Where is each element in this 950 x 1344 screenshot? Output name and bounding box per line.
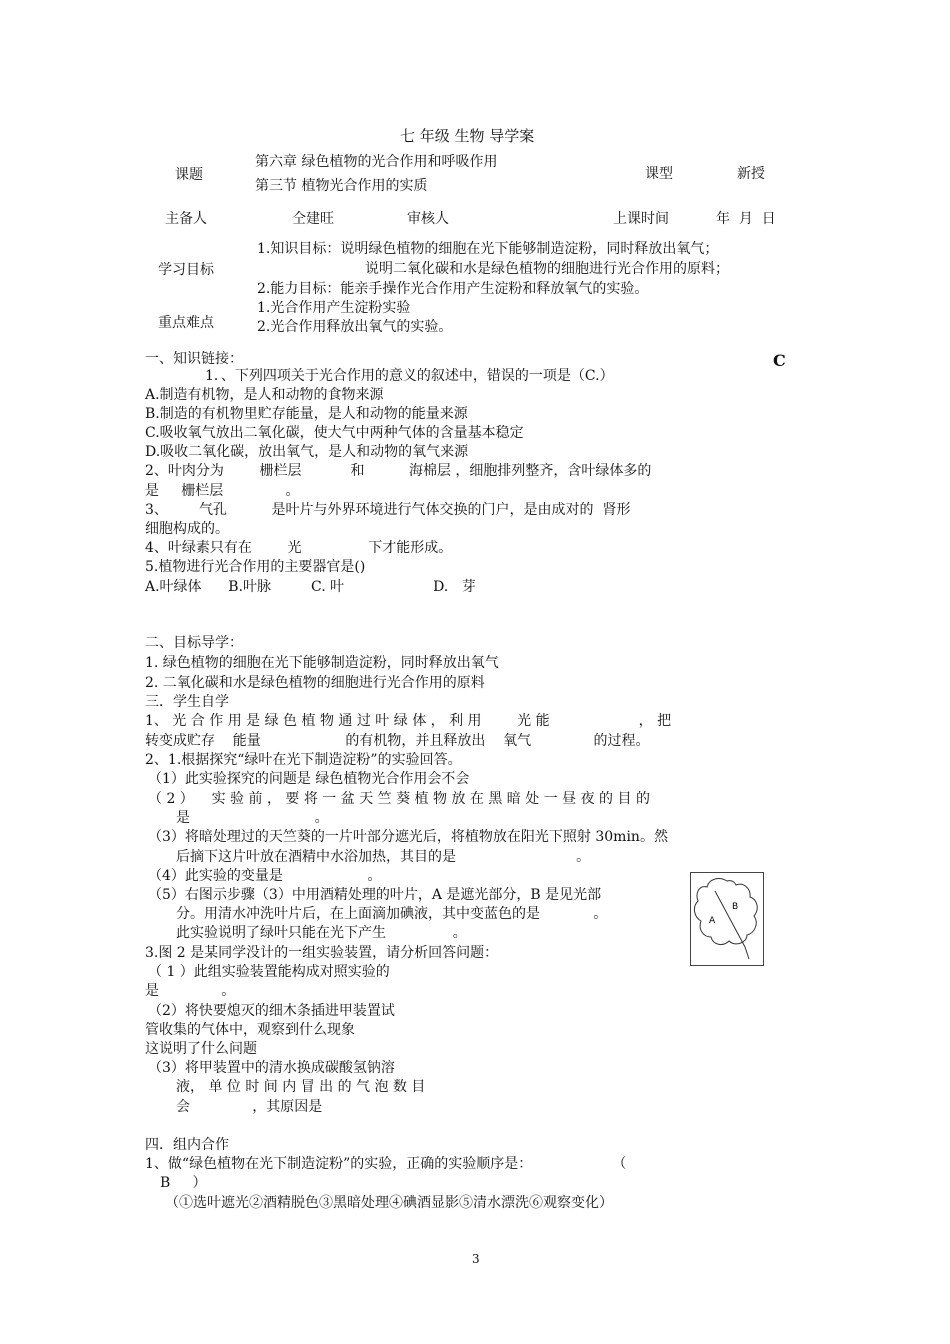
self-study-q2-intro: 2、1.根据探究“绿叶在光下制造淀粉”的实验回答。 [145, 752, 462, 768]
self-study-q3-2-line-3: 这说明了什么问题 [145, 1041, 257, 1057]
self-study-q3-intro: 3.图 2 是某同学没计的一组实验装置，请分析回答问题： [145, 945, 499, 961]
group-q1-line-2: B ） [160, 1175, 207, 1191]
self-study-q3-1-line-2: 是 。 [145, 983, 236, 999]
target-item-2: 2. 二氧化碳和水是绿色植物的细胞进行光合作用的原料 [145, 675, 485, 691]
class-time-value: 年 月 日 [716, 211, 776, 227]
group-q1-line-1: 1、做“绿色植物在光下制造淀粉”的实验，正确的实验顺序是： （ [145, 1156, 627, 1172]
page-title: 七 年级 生物 导学案 [400, 127, 535, 145]
section2-heading: 二、目标导学： [145, 635, 243, 651]
goals-label: 学习目标 [158, 262, 214, 278]
preparer-value: 仝建旺 [292, 211, 334, 227]
class-time-label: 上课时间 [613, 211, 669, 227]
key-point-2: 2.光合作用释放出氧气的实验。 [257, 319, 453, 335]
preparer-label: 主备人 [165, 211, 207, 227]
option-c: C.吸收氧气放出二氧化碳，使大气中两种气体的含量基本稳定 [145, 425, 524, 441]
self-study-q2-3-line-2: 后摘下这片叶放在酒精中水浴加热，其目的是 。 [176, 849, 591, 865]
lesson-type-label: 课型 [645, 166, 673, 182]
option-a: A.制造有机物，是人和动物的食物来源 [145, 387, 384, 403]
answer-mark: C [773, 351, 786, 370]
key-point-1: 1.光合作用产生淀粉实验 [257, 300, 411, 316]
leaf-drawing [691, 873, 763, 965]
page-number: 3 [472, 1252, 480, 1266]
self-study-q3-1-line-1: （ 1 ）此组实验装置能构成对照实验的 [148, 964, 390, 980]
topic-line-1: 第六章 绿色植物的光合作用和呼吸作用 [255, 154, 498, 170]
option-b: B.制造的有机物里贮存能量，是人和动物的能量来源 [145, 406, 468, 422]
self-study-q2-3-line-1: （3）将暗处理过的天竺葵的一片叶部分遮光后，将植物放在阳光下照射 30min。然 [148, 829, 668, 845]
self-study-q3-3-line-1: （3）将甲装置中的清水换成碳酸氢钠溶 [148, 1060, 395, 1076]
question-3-line-2: 细胞构成的。 [145, 521, 229, 537]
self-study-q2-2-line-2: 是 。 [176, 810, 329, 826]
reviewer-label: 审核人 [407, 211, 449, 227]
topic-label: 课题 [175, 167, 203, 183]
self-study-q1-line-2: 转变成贮存 能量 的有机物，并且释放出 氧气 的过程。 [145, 733, 650, 749]
question-1: 1．、下列四项关于光合作用的意义的叙述中，错误的一项是（C.） [205, 368, 614, 384]
question-5-options: A.叶绿体 B.叶脉 C. 叶 D. 芽 [145, 579, 476, 595]
leaf-figure [690, 872, 764, 966]
question-2-line-2: 是 栅栏层 。 [145, 483, 300, 499]
target-item-1: 1. 绿色植物的细胞在光下能够制造淀粉，同时释放出氧气 [145, 655, 499, 671]
key-points-label: 重点难点 [158, 315, 214, 331]
group-q1-line-3: （①选叶遮光②酒精脱色③黑暗处理④碘酒显影⑤清水漂洗⑥观察变化） [165, 1195, 613, 1211]
leaf-label-a: A [709, 916, 716, 926]
goal-knowledge: 1.知识目标：说明绿色植物的细胞在光下能够制造淀粉，同时释放出氧气； [257, 241, 719, 257]
goal-knowledge-continued: 说明二氧化碳和水是绿色植物的细胞进行光合作用的原料； [365, 261, 729, 277]
self-study-q2-4: （4）此实验的变量是 。 [148, 868, 382, 884]
section1-heading: 一、知识链接： [145, 351, 243, 367]
self-study-q2-2-line-1: （ 2 ） 实 验 前 ， 要 将 一 盆 天 竺 葵 植 物 放 在 黑 暗 处 一 昼 夜 的 目 的 [148, 791, 650, 807]
self-study-q3-3-line-3: 会 ，其原因是 [176, 1099, 323, 1115]
self-study-q2-5-line-3: 此实验说明了绿叶只能在光下产生 。 [176, 925, 467, 941]
topic-line-2: 第三节 植物光合作用的实质 [255, 178, 428, 194]
self-study-q2-5-line-1: （5）右图示步骤（3）中用酒精处理的叶片，A 是遮光部分，B 是见光部 [148, 887, 602, 903]
question-5: 5.植物进行光合作用的主要器官是() [145, 559, 366, 575]
self-study-q3-3-line-2: 液， 单 位 时 间 内 冒 出 的 气 泡 数 目 [176, 1079, 426, 1095]
question-2-line-1: 2、叶肉分为 栅栏层 和 海棉层 ，细胞排列整齐，含叶绿体多的 [145, 463, 652, 479]
section4-heading: 四．组内合作 [145, 1137, 229, 1153]
question-4: 4、叶绿素只有在 光 下才能形成。 [145, 540, 453, 556]
section3-heading: 三．学生自学 [145, 694, 229, 710]
leaf-label-b: B [732, 902, 739, 912]
option-d: D.吸收二氧化碳，放出氧气，是人和动物的氧气来源 [145, 444, 469, 460]
question-3-line-1: 3、 气孔 是叶片与外界环境进行气体交换的门户，是由成对的 肾形 [145, 502, 631, 518]
self-study-q2-5-line-2: 分。用清水冲洗叶片后，在上面滴加碘液，其中变蓝色的是 。 [176, 906, 608, 922]
self-study-q3-2-line-1: （2）将快要熄灭的细木条插进甲装置试 [148, 1003, 395, 1019]
self-study-q1-line-1: 1、 光 合 作 用 是 绿 色 植 物 通 过 叶 绿 体 ， 利 用 光 能 ， 把 [145, 713, 672, 729]
goal-ability: 2.能力目标：能亲手操作光合作用产生淀粉和释放氧气的实验。 [257, 281, 649, 297]
self-study-q3-2-line-2: 管收集的气体中，观察到什么现象 [145, 1022, 355, 1038]
lesson-type-value: 新授 [737, 166, 765, 182]
self-study-q2-1: （1）此实验探究的问题是 绿色植物光合作用会不会 [148, 771, 470, 787]
